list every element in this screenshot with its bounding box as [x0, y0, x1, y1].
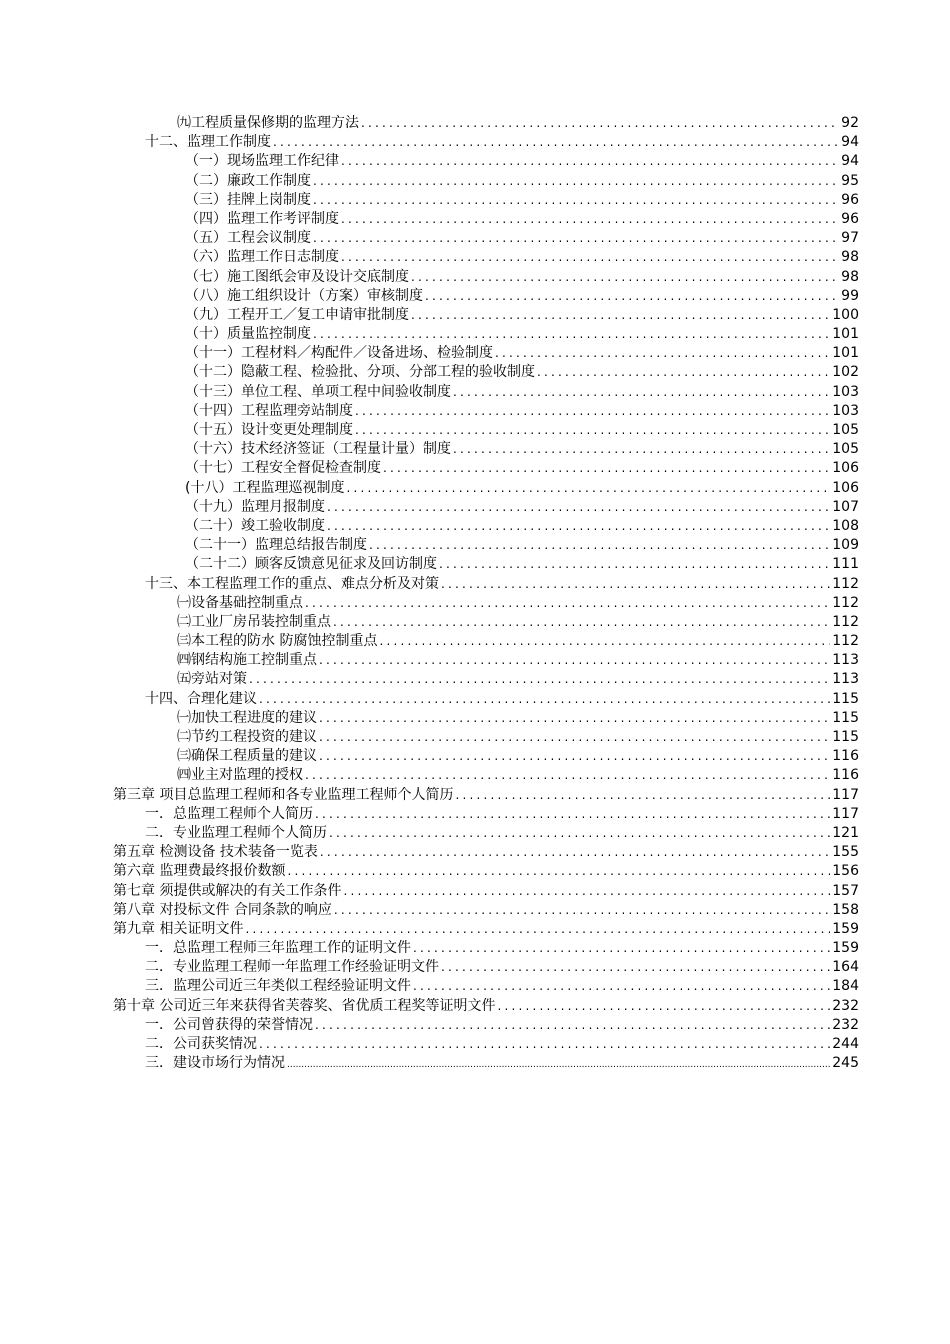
toc-entry-title: 三．建设市场行为情况 — [145, 1055, 285, 1072]
toc-dot-leader — [355, 421, 830, 440]
toc-dot-leader — [441, 958, 830, 977]
toc-page-number: 103 — [832, 383, 859, 400]
toc-entry-title: （五）工程会议制度 — [185, 230, 311, 247]
toc-entry-title: （二）廉政工作制度 — [185, 172, 311, 189]
toc-entry-title: 第五章 检测设备 技术装备一览表 — [113, 844, 318, 861]
toc-entry[interactable] — [113, 421, 859, 440]
toc-entry[interactable] — [113, 824, 859, 843]
toc-dot-leader — [333, 613, 830, 632]
toc-page-number: 103 — [832, 402, 859, 419]
toc-dot-leader — [320, 843, 830, 862]
toc-dot-leader — [315, 805, 830, 824]
toc-entry-title: 三．监理公司近三年类似工程经验证明文件 — [145, 978, 411, 995]
toc-entry-title: ㈠设备基础控制重点 — [177, 594, 303, 611]
toc-dot-leader — [537, 363, 830, 382]
toc-dot-leader — [413, 939, 830, 958]
toc-page-number: 112 — [832, 575, 859, 592]
toc-entry[interactable] — [113, 287, 859, 306]
toc-entry[interactable] — [113, 901, 859, 920]
toc-dot-leader — [341, 210, 839, 229]
toc-page-number: 113 — [832, 652, 859, 669]
toc-entry[interactable] — [113, 479, 859, 498]
toc-entry-title: 第三章 项目总监理工程师和各专业监理工程师个人简历 — [113, 786, 454, 803]
toc-entry[interactable] — [113, 172, 859, 191]
toc-page-number: 95 — [841, 172, 859, 189]
toc-entry[interactable] — [113, 306, 859, 325]
toc-entry-title: ㈤旁站对策 — [177, 671, 247, 688]
toc-entry[interactable] — [113, 344, 859, 363]
toc-dot-leader — [411, 306, 830, 325]
toc-page-number: 109 — [832, 537, 859, 554]
toc-page-number: 117 — [832, 786, 859, 803]
toc-page-number: 116 — [832, 767, 859, 784]
toc-dot-leader — [341, 248, 839, 267]
toc-dot-leader — [497, 997, 830, 1016]
toc-page-number: 97 — [841, 230, 859, 247]
toc-dot-leader — [273, 133, 839, 152]
toc-entry[interactable] — [113, 805, 859, 824]
toc-page-number: 101 — [832, 326, 859, 343]
toc-page-number: 232 — [832, 997, 859, 1014]
toc-entry[interactable] — [113, 517, 859, 536]
toc-dot-leader — [319, 747, 830, 766]
toc-dot-leader — [369, 536, 830, 555]
toc-dot-leader — [341, 152, 839, 171]
toc-entry-title: ㈠加快工程进度的建议 — [177, 709, 317, 726]
toc-page-number: 106 — [832, 479, 859, 496]
toc-entry[interactable] — [113, 152, 859, 171]
toc-page-number: 158 — [832, 901, 859, 918]
toc-entry-title: （二十）竣工验收制度 — [185, 517, 325, 534]
toc-dot-leader — [334, 901, 830, 920]
toc-dot-leader — [319, 728, 830, 747]
toc-page-number: 159 — [832, 940, 859, 957]
toc-dot-leader — [361, 114, 839, 133]
toc-entry-title: （十七）工程安全督促检查制度 — [185, 460, 381, 477]
toc-entry[interactable] — [113, 1054, 859, 1073]
toc-page-number: 116 — [832, 748, 859, 765]
toc-entry[interactable] — [113, 459, 859, 478]
toc-entry[interactable] — [113, 1035, 859, 1054]
toc-entry-title: （九）工程开工／复工申请审批制度 — [185, 306, 409, 323]
toc-dot-leader — [259, 1035, 830, 1054]
toc-page-number: 112 — [832, 594, 859, 611]
toc-page-number: 102 — [832, 364, 859, 381]
toc-entry-title: ㈣业主对监理的授权 — [177, 767, 303, 784]
toc-page-number: 121 — [832, 824, 859, 841]
toc-page-number: 98 — [841, 268, 859, 285]
toc-dot-leader — [425, 287, 839, 306]
toc-page-number: 108 — [832, 517, 859, 534]
toc-entry-title: 二．公司获奖情况 — [145, 1036, 257, 1052]
toc-entry[interactable] — [113, 977, 859, 996]
toc-dot-leader — [329, 824, 830, 843]
toc-dot-leader — [453, 440, 830, 459]
toc-dot-leader — [313, 172, 839, 191]
toc-dot-leader — [441, 575, 830, 594]
toc-entry-title: ㈨工程质量保修期的监理方法 — [177, 115, 359, 131]
toc-entry-title: （七）施工图纸会审及设计交底制度 — [185, 268, 409, 285]
toc-page-number: 115 — [832, 709, 859, 726]
toc-page-number: 159 — [832, 920, 859, 937]
toc-dot-leader — [249, 670, 830, 689]
toc-entry[interactable] — [113, 363, 859, 382]
toc-dot-leader — [313, 191, 839, 210]
toc-entry[interactable] — [113, 632, 859, 651]
toc-dot-leader — [455, 786, 830, 805]
toc-entry-title: （六）监理工作日志制度 — [185, 249, 339, 266]
toc-entry[interactable] — [113, 133, 859, 152]
toc-entry[interactable] — [113, 862, 859, 881]
toc-page-number: 156 — [832, 863, 859, 880]
toc-entry[interactable] — [113, 843, 859, 862]
toc-entry[interactable] — [113, 325, 859, 344]
toc-page-number: 92 — [841, 115, 859, 131]
toc-entry-title: 第八章 对投标文件 合同条款的响应 — [113, 901, 332, 918]
toc-entry[interactable] — [113, 728, 859, 747]
toc-entry[interactable] — [113, 383, 859, 402]
toc-page-number: 101 — [832, 345, 859, 362]
toc-dot-leader — [439, 555, 830, 574]
toc-page-number: 96 — [841, 210, 859, 227]
toc-page-number: 155 — [832, 844, 859, 861]
toc-dot-leader — [495, 344, 830, 363]
toc-entry[interactable] — [113, 920, 859, 939]
toc-dot-leader — [383, 459, 830, 478]
toc-entry[interactable] — [113, 594, 859, 613]
toc-page-number: 232 — [832, 1016, 859, 1033]
toc-entry-title: （二十二）顾客反馈意见征求及回访制度 — [185, 556, 437, 573]
toc-entry-title: 二．专业监理工程师个人简历 — [145, 824, 327, 841]
toc-entry-title: （十二）隐蔽工程、检验批、分项、分部工程的验收制度 — [185, 364, 535, 381]
toc-page-number: 115 — [832, 690, 859, 707]
toc-page-number: 245 — [832, 1055, 859, 1072]
toc-entry[interactable] — [113, 229, 859, 248]
toc-entry-title: (十八）工程监理巡视制度 — [185, 479, 345, 496]
toc-page-number: 164 — [832, 959, 859, 976]
toc-dot-leader — [319, 709, 830, 728]
toc-entry[interactable] — [113, 114, 859, 133]
toc-entry-title: （十）质量监控制度 — [185, 326, 311, 343]
toc-dot-leader — [305, 594, 830, 613]
toc-page-number: 94 — [841, 134, 859, 151]
toc-dot-leader — [413, 977, 830, 996]
toc-entry[interactable] — [113, 882, 859, 901]
toc-entry[interactable] — [113, 747, 859, 766]
toc-entry[interactable] — [113, 997, 859, 1016]
toc-dot-leader — [287, 862, 830, 881]
toc-entry[interactable] — [113, 440, 859, 459]
toc-page-number: 157 — [832, 882, 859, 899]
toc-page-number: 96 — [841, 191, 859, 208]
toc-page-number: 94 — [841, 153, 859, 170]
toc-dot-leader — [313, 325, 830, 344]
toc-page-number: 107 — [832, 498, 859, 515]
toc-entry-title: 第六章 监理费最终报价数额 — [113, 863, 286, 880]
toc-dot-leader — [313, 229, 839, 248]
toc-entry-title: 第九章 相关证明文件 — [113, 920, 244, 937]
toc-dot-leader — [245, 920, 830, 939]
toc-entry-title: 第十章 公司近三年来获得省芙蓉奖、省优质工程奖等证明文件 — [113, 997, 496, 1014]
toc-dot-leader — [343, 882, 830, 901]
toc-dot-leader — [453, 383, 830, 402]
toc-entry-title: 一．总监理工程师三年监理工作的证明文件 — [145, 940, 411, 957]
toc-dot-leader — [355, 402, 830, 421]
toc-page-number: 111 — [832, 556, 859, 573]
toc-entry-title: （一）现场监理工作纪律 — [185, 153, 339, 170]
toc-page-number: 99 — [841, 287, 859, 304]
toc-entry[interactable] — [113, 690, 859, 709]
toc-entry[interactable] — [113, 766, 859, 785]
toc-page-number: 100 — [832, 306, 859, 323]
toc-page-number: 105 — [832, 422, 859, 438]
toc-entry-title: （八）施工组织设计（方案）审核制度 — [185, 287, 423, 304]
toc-entry-title: 二．专业监理工程师一年监理工作经验证明文件 — [145, 959, 439, 976]
toc-page-number: 105 — [832, 441, 859, 458]
toc-entry-title: （十六）技术经济签证（工程量计量）制度 — [185, 441, 451, 458]
toc-entry[interactable] — [113, 670, 859, 689]
toc-entry[interactable] — [113, 555, 859, 574]
toc-page-number: 113 — [832, 671, 859, 688]
toc-entry[interactable] — [113, 248, 859, 267]
toc-page-number: 112 — [832, 613, 859, 630]
toc-entry[interactable] — [113, 498, 859, 517]
toc-entry-title: （十四）工程监理旁站制度 — [185, 402, 353, 419]
toc-entry-title: 十四、合理化建议 — [145, 690, 257, 707]
toc-entry-title: （十五）设计变更处理制度 — [185, 422, 353, 438]
toc-dot-leader — [327, 498, 830, 517]
toc-entry-title: 第七章 须提供或解决的有关工作条件 — [113, 882, 342, 899]
toc-page-number: 184 — [832, 978, 859, 995]
toc-entry[interactable] — [113, 191, 859, 210]
toc-dot-leader — [379, 632, 830, 651]
toc-dot-leader — [327, 517, 830, 536]
toc-dot-leader — [305, 766, 830, 785]
toc-page-number: 117 — [832, 805, 859, 822]
toc-page-number: 98 — [841, 249, 859, 266]
toc-entry[interactable] — [113, 210, 859, 229]
toc-entry[interactable] — [113, 958, 859, 977]
toc-entry[interactable] — [113, 939, 859, 958]
toc-page-number: 244 — [832, 1036, 859, 1052]
toc-page-number: 112 — [832, 633, 859, 650]
toc-dot-leader — [315, 1016, 830, 1035]
toc-page-number: 115 — [832, 729, 859, 745]
toc-dot-leader — [346, 479, 830, 498]
toc-entry[interactable] — [113, 268, 859, 287]
toc-entry-title: 一．公司曾获得的荣誉情况 — [145, 1016, 313, 1033]
toc-entry[interactable] — [113, 613, 859, 632]
toc-entry-title: （四）监理工作考评制度 — [185, 210, 339, 227]
toc-entry-title: （二十一）监理总结报告制度 — [185, 537, 367, 554]
toc-dot-leader — [319, 651, 830, 670]
toc-entry-title: ㈣钢结构施工控制重点 — [177, 652, 317, 669]
toc-entry-title: （十三）单位工程、单项工程中间验收制度 — [185, 383, 451, 400]
toc-entry-title: ㈡节约工程投资的建议 — [177, 729, 317, 745]
table-of-contents — [113, 114, 859, 1073]
toc-entry[interactable] — [113, 575, 859, 594]
toc-entry-title: 十三、本工程监理工作的重点、难点分析及对策 — [145, 575, 439, 592]
toc-entry-title: （十九）监理月报制度 — [185, 498, 325, 515]
toc-entry-title: 一．总监理工程师个人简历 — [145, 805, 313, 822]
toc-entry[interactable] — [113, 402, 859, 421]
toc-entry[interactable] — [113, 709, 859, 728]
toc-dot-leader — [259, 690, 830, 709]
toc-entry-title: ㈡工业厂房吊装控制重点 — [177, 613, 331, 630]
toc-page-number: 106 — [832, 460, 859, 477]
toc-entry-title: ㈢本工程的防水 防腐蚀控制重点 — [177, 633, 378, 650]
toc-dot-leader — [411, 268, 839, 287]
toc-entry[interactable] — [113, 1016, 859, 1035]
toc-entry[interactable] — [113, 651, 859, 670]
toc-entry[interactable] — [113, 536, 859, 555]
toc-entry-title: （三）挂牌上岗制度 — [185, 191, 311, 208]
toc-entry-title: ㈢确保工程质量的建议 — [177, 748, 317, 765]
toc-dot-leader — [287, 1056, 830, 1075]
toc-entry-title: 十二、监理工作制度 — [145, 134, 271, 151]
toc-entry-title: （十一）工程材料／构配件／设备进场、检验制度 — [185, 345, 493, 362]
toc-entry[interactable] — [113, 786, 859, 805]
